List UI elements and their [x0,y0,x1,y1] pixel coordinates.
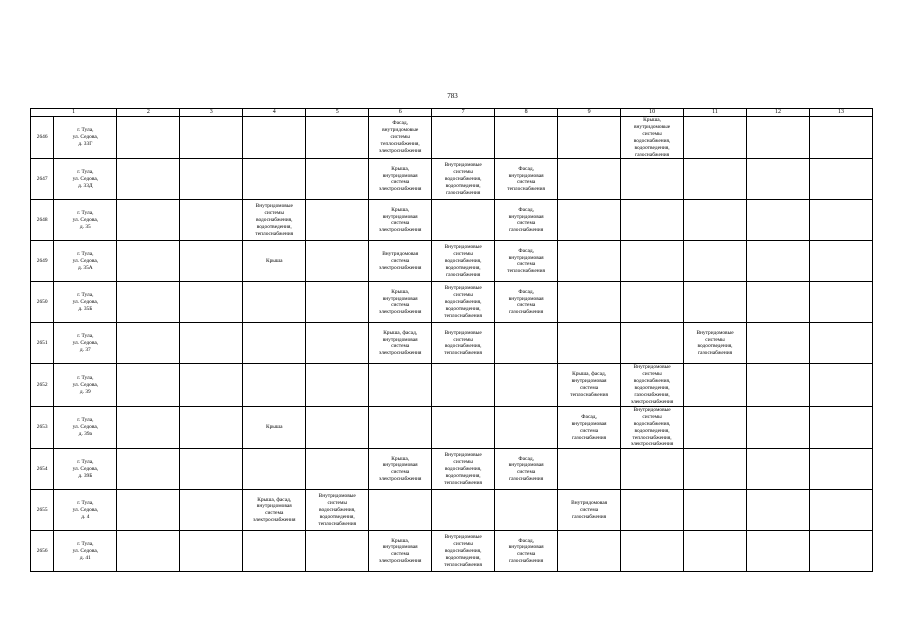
table-row [31,490,873,531]
col-6-cell: Крыша, внутридомовая система электроснабжения [369,282,432,323]
col-6-cell [369,490,432,531]
column-header: 6 [369,109,432,117]
col-4-cell [243,364,306,406]
row-number-cell: 2649 [31,241,54,282]
col-3-cell [180,490,243,531]
col-11-cell [684,406,747,448]
col-3-cell [180,117,243,159]
col-5-cell [306,449,369,490]
col-12-cell [747,282,810,323]
col-9-cell: Крыша, фасад, внутридомовая система теплоснабжения [558,364,621,406]
works-schedule-table [30,108,873,572]
col-10-cell [621,159,684,200]
column-header: 2 [117,109,180,117]
col-12-cell [747,117,810,159]
col-6-cell [369,364,432,406]
col-13-cell [809,323,872,364]
col-7-cell [432,117,495,159]
table-row [31,364,873,406]
col-12-cell [747,364,810,406]
col-6-cell: Крыша, внутридомовая система электроснабжения [369,531,432,572]
col-9-cell [558,117,621,159]
address-cell: г. Тула, ул. Седова, д. 35 [54,200,117,241]
col-10-cell [621,323,684,364]
col-10-cell [621,531,684,572]
col-5-cell [306,241,369,282]
address-cell: г. Тула, ул. Седова, д. 33Г [54,117,117,159]
col-10-cell: Внутридомовые системы водоснабжения, водоотведения, теплоснабжения, электроснабжения [621,406,684,448]
column-header: 8 [495,109,558,117]
col-9-cell [558,531,621,572]
column-header: 5 [306,109,369,117]
col-6-cell: Крыша, фасад, внутридомовая система электроснабжения [369,323,432,364]
col-13-cell [809,449,872,490]
table-row [31,449,873,490]
col-5-cell [306,406,369,448]
column-header: 4 [243,109,306,117]
col-11-cell [684,364,747,406]
row-number-cell: 2651 [31,323,54,364]
col-8-cell: Фасад, внутридомовая система газоснабжения [495,449,558,490]
column-header: 12 [747,109,810,117]
col-7-cell: Внутридомовые системы водоснабжения, водоотведения, теплоснабжения [432,282,495,323]
column-header: 3 [180,109,243,117]
col-13-cell [809,117,872,159]
col-9-cell: Фасад, внутридомовая система газоснабжения [558,406,621,448]
col-8-cell: Фасад, внутридомовая система газоснабжения [495,282,558,323]
col-12-cell [747,323,810,364]
page-number: 783 [447,92,458,100]
address-cell: г. Тула, ул. Седова, д. 39 [54,364,117,406]
table-row [31,406,873,448]
col-7-cell [432,490,495,531]
col-6-cell: Фасад, внутридомовые системы теплоснабжения, электроснабжения [369,117,432,159]
col-6-cell: Внутридомовая система электроснабжения [369,241,432,282]
col-5-cell: Внутридомовые системы водоснабжения, водоотведения, теплоснабжения [306,490,369,531]
col-7-cell: Внутридомовые системы водоснабжения, теплоснабжения [432,323,495,364]
col-10-cell [621,200,684,241]
col-8-cell: Фасад, внутридомовая система теплоснабжения [495,241,558,282]
address-cell: г. Тула, ул. Седова, д. 33Д [54,159,117,200]
col-5-cell [306,364,369,406]
col-3-cell [180,200,243,241]
row-number-cell: 2656 [31,531,54,572]
col-6-cell: Крыша, внутридомовая система электроснабжения [369,159,432,200]
col-5-cell [306,323,369,364]
column-header: 7 [432,109,495,117]
column-header: 1 [31,109,117,117]
col-11-cell [684,241,747,282]
address-cell: г. Тула, ул. Седова, д. 41 [54,531,117,572]
col-8-cell: Фасад, внутридомовая система газоснабжения [495,531,558,572]
col-10-cell [621,241,684,282]
col-5-cell [306,200,369,241]
col-5-cell [306,282,369,323]
col-13-cell [809,282,872,323]
col-3-cell [180,449,243,490]
col-11-cell [684,449,747,490]
table-row [31,159,873,200]
col-11-cell [684,159,747,200]
col-3-cell [180,159,243,200]
col-13-cell [809,406,872,448]
column-header: 10 [621,109,684,117]
col-2-cell [117,159,180,200]
col-12-cell [747,449,810,490]
col-13-cell [809,200,872,241]
row-number-cell: 2652 [31,364,54,406]
col-9-cell [558,323,621,364]
col-10-cell [621,490,684,531]
col-5-cell [306,159,369,200]
col-4-cell [243,449,306,490]
col-13-cell [809,159,872,200]
column-number-row [31,109,873,117]
col-13-cell [809,241,872,282]
col-9-cell [558,159,621,200]
col-11-cell [684,282,747,323]
col-3-cell [180,282,243,323]
address-cell: г. Тула, ул. Седова, д. 39а [54,406,117,448]
col-7-cell [432,200,495,241]
row-number-cell: 2650 [31,282,54,323]
col-12-cell [747,406,810,448]
col-8-cell [495,406,558,448]
address-cell: г. Тула, ул. Седова, д. 35А [54,241,117,282]
col-10-cell: Крыша, внутридомовые системы водоснабжения, водоотведения, газоснабжения [621,117,684,159]
table-row [31,282,873,323]
col-2-cell [117,531,180,572]
table-row [31,323,873,364]
col-6-cell: Крыша, внутридомовая система электроснабжения [369,200,432,241]
col-8-cell: Фасад, внутридомовая система теплоснабжения [495,159,558,200]
col-9-cell [558,449,621,490]
address-cell: г. Тула, ул. Седова, д. 39Б [54,449,117,490]
col-2-cell [117,449,180,490]
col-4-cell: Внутридомовые системы водоснабжения, водоотведения, теплоснабжения [243,200,306,241]
col-3-cell [180,241,243,282]
column-header: 13 [809,109,872,117]
address-cell: г. Тула, ул. Седова, д. 4 [54,490,117,531]
col-11-cell [684,200,747,241]
col-4-cell [243,531,306,572]
col-5-cell [306,531,369,572]
col-9-cell: Внутридомовая система газоснабжения [558,490,621,531]
col-2-cell [117,117,180,159]
col-12-cell [747,531,810,572]
col-13-cell [809,490,872,531]
col-2-cell [117,364,180,406]
row-number-cell: 2653 [31,406,54,448]
col-3-cell [180,323,243,364]
col-7-cell: Внутридомовые системы водоснабжения, водоотведения, газоснабжения [432,241,495,282]
col-2-cell [117,406,180,448]
row-number-cell: 2654 [31,449,54,490]
col-8-cell: Фасад, внутридомовая система газоснабжения [495,200,558,241]
col-4-cell: Крыша [243,241,306,282]
col-4-cell: Крыша [243,406,306,448]
table-row [31,117,873,159]
row-number-cell: 2648 [31,200,54,241]
col-10-cell [621,282,684,323]
table-row [31,200,873,241]
table-body [31,117,873,572]
column-header: 11 [684,109,747,117]
col-11-cell [684,490,747,531]
col-8-cell [495,323,558,364]
col-12-cell [747,159,810,200]
col-6-cell: Крыша, внутридомовая система электроснабжения [369,449,432,490]
col-3-cell [180,406,243,448]
col-2-cell [117,490,180,531]
row-number-cell: 2647 [31,159,54,200]
col-11-cell: Внутридомовые системы водоотведения, газоснабжения [684,323,747,364]
col-4-cell [243,282,306,323]
col-10-cell [621,449,684,490]
column-header: 9 [558,109,621,117]
col-12-cell [747,490,810,531]
col-2-cell [117,282,180,323]
row-number-cell: 2655 [31,490,54,531]
col-9-cell [558,200,621,241]
col-7-cell [432,406,495,448]
col-7-cell: Внутридомовые системы водоснабжения, водоотведения, теплоснабжения [432,531,495,572]
col-7-cell: Внутридомовые системы водоснабжения, водоотведения, газоснабжения [432,159,495,200]
col-3-cell [180,531,243,572]
col-11-cell [684,117,747,159]
col-7-cell [432,364,495,406]
col-8-cell [495,364,558,406]
col-2-cell [117,200,180,241]
address-cell: г. Тула, ул. Седова, д. 37 [54,323,117,364]
col-13-cell [809,531,872,572]
col-11-cell [684,531,747,572]
row-number-cell: 2646 [31,117,54,159]
col-2-cell [117,323,180,364]
col-2-cell [117,241,180,282]
col-4-cell [243,323,306,364]
col-3-cell [180,364,243,406]
address-cell: г. Тула, ул. Седова, д. 35Б [54,282,117,323]
table-row [31,531,873,572]
col-8-cell [495,490,558,531]
col-9-cell [558,282,621,323]
col-5-cell [306,117,369,159]
col-12-cell [747,200,810,241]
col-4-cell: Крыша, фасад, внутридомовая система электроснабжения [243,490,306,531]
table-row [31,241,873,282]
col-7-cell: Внутридомовые системы водоснабжения, водоотведения, теплоснабжения [432,449,495,490]
col-6-cell [369,406,432,448]
col-4-cell [243,159,306,200]
col-4-cell [243,117,306,159]
col-9-cell [558,241,621,282]
col-10-cell: Внутридомовые системы водоснабжения, водоотведения, газоснабжения, электроснабжения [621,364,684,406]
col-8-cell [495,117,558,159]
col-12-cell [747,241,810,282]
col-13-cell [809,364,872,406]
